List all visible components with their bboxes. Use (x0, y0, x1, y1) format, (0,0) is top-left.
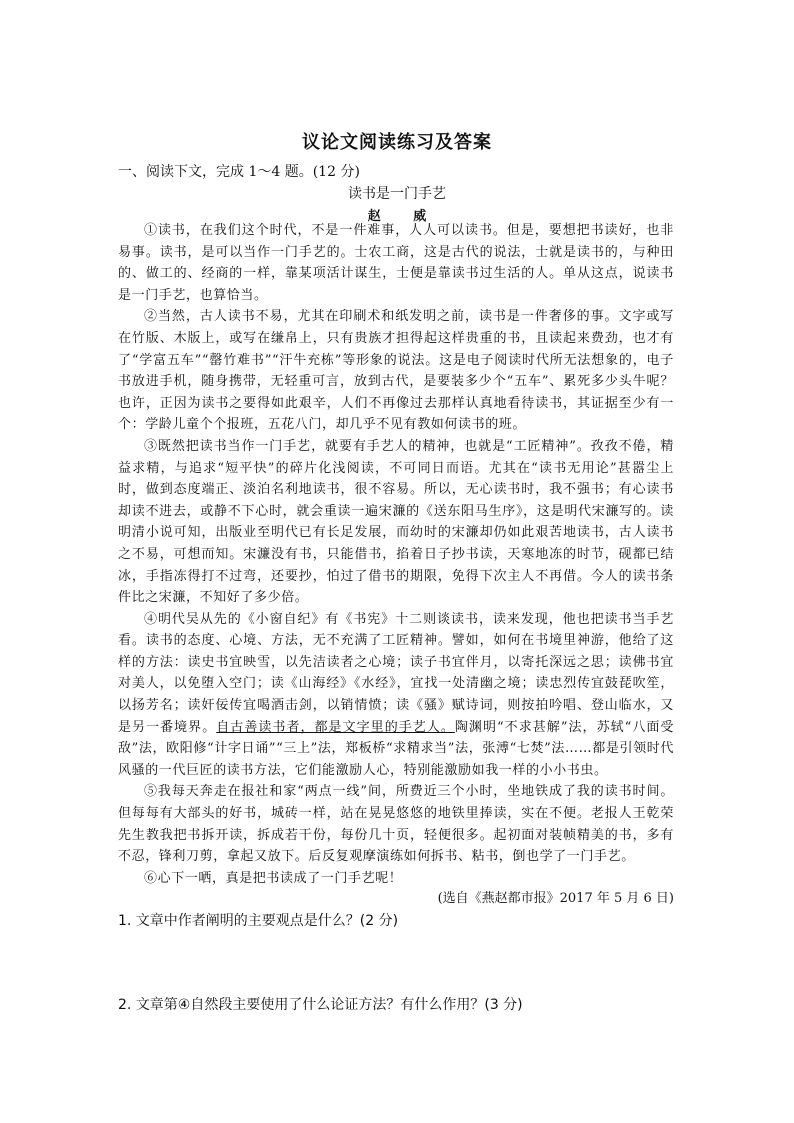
article-author: 赵 威 (367, 209, 441, 224)
paragraph-4-text: ④明代吴从先的《小窗自纪》有《书宪》十二则谈读书，读来发现，他也把读书当手艺看。读书的态度、心境、方法，无不充满了工匠精神。譬如，如何在书境里神游，他给了这样的方法：读史书宜映雪，以先洁读者之心境；读子书宜伴月，以寄托深远之思；读佛书宜对美人，以免堕入空门；读《山海经》《水经》，宜找一处清幽之境；读忠烈传宜鼓琵吹笙，以扬芳名；读奸佞传宜喝酒击剑，以销情愤；读《骚》赋诗词，则按拍吟唱、登山临水，又是另一番境界。 (118, 611, 674, 735)
paragraph-6: ⑥心下一哂，真是把书读成了一门手艺呢！ (144, 870, 403, 886)
paragraph-1: ①读书，在我们这个时代，不是一件难事，人人可以读书。但是，要想把书读好，也非易事。读书，是可以当作一门手艺的。士农工商，这是古代的说法，士就是读书的，与种田的、做工的、经商的一样，靠某项活计谋生，士便是靠读书过生活的人。单从这点，说读书是一门手艺，也算恰当。 (118, 223, 674, 303)
article-body (118, 220, 674, 889)
section-heading: 一、阅读下文，完成 1～4 题。(12 分) (118, 164, 360, 180)
page-title: 议论文阅读练习及答案 (302, 132, 492, 153)
source-citation: (选自《燕赵都市报》2017 年 5 月 6 日) (437, 891, 674, 906)
paragraph-5: ⑤我每天奔走在报社和家“两点一线”间，所费近三个小时，坐地铁成了我的读书时间。但每每有大部头的好书，城砖一样，站在晃晃悠悠的地铁里捧读，实在不便。老报人王乾荣先生教我把书拆开读，拆成若干份，每份几十页，轻便很多。起初面对装帧精美的书，多有不忍，锋利刀剪，拿起又放下。后反复观摩演练如何拆书、粘书，倒也学了一门手艺。 (118, 784, 674, 865)
article-title: 读书是一门手艺 (348, 186, 446, 202)
question-2: 2. 文章第④自然段主要使用了什么论证方法？有什么作用？(3 分) (118, 997, 523, 1013)
paragraph-4-text-cont: 陶渊明“不求甚解”法，苏轼“八面受敌”法，欧阳修“计字日诵”“三上”法，郑板桥“求精求当”法，张溥“七焚”法……都是引领时代风骚的一代巨匠的读书方法，它们能激励人心，特别能激励如我一样的小小书虫。 (118, 719, 675, 778)
question-1: 1. 文章中作者阐明的主要观点是什么？(2 分) (118, 913, 399, 929)
underlined-sentence: 自古善读书者，都是文字里的手艺人。 (216, 719, 455, 735)
paragraph-3: ③既然把读书当作一门手艺，就要有手艺人的精神，也就是“工匠精神”。孜孜不倦，精益求精，与追求“短平快”的碎片化浅阅读，不可同日而语。尤其在“读书无用论”甚嚣尘上时，做到态度端正、淡泊名利地读书，很不容易。所以，无心读书时，我不强书；有心读书却读不进去，或静不下心时，就会重读一遍宋濂的《送东阳马生序》，这是明代宋濂写的。读明清小说可知，出版业至明代已有长足发展，而幼时的宋濂却仍如此艰苦地读书，古人读书之不易，可想而知。宋濂没有书，只能借书，掐着日子抄书读，天寒地冻的时节，砚都已结冰，手指冻得打不过弯，还要抄，怕过了借书的期限，免得下次主人不再借。今人的读书条件比之宋濂，不知好了多少倍。 (118, 438, 674, 606)
paragraph-2: ②当然，古人读书不易，尤其在印刷术和纸发明之前，读书是一件奢侈的事。文字或写在竹版、木版上，或写在缣帛上，只有贵族才担得起这样贵重的书，且读起来费劲，也才有了“学富五车”“罄竹难书”“汗牛充栋”等形象的说法。这是电子阅读时代所无法想象的，电子书放进手机，随身携带，无轻重可言，放到古代，是要装多少个“五车”、累死多少头牛呢？也许，正因为读书之要得如此艰辛，人们不再像过去那样认真地看待读书，其证据至少有一个：学龄儿童个个报班，五花八门，却几乎不见有教如何读书的班。 (118, 309, 674, 433)
paragraph-4 (118, 609, 674, 782)
